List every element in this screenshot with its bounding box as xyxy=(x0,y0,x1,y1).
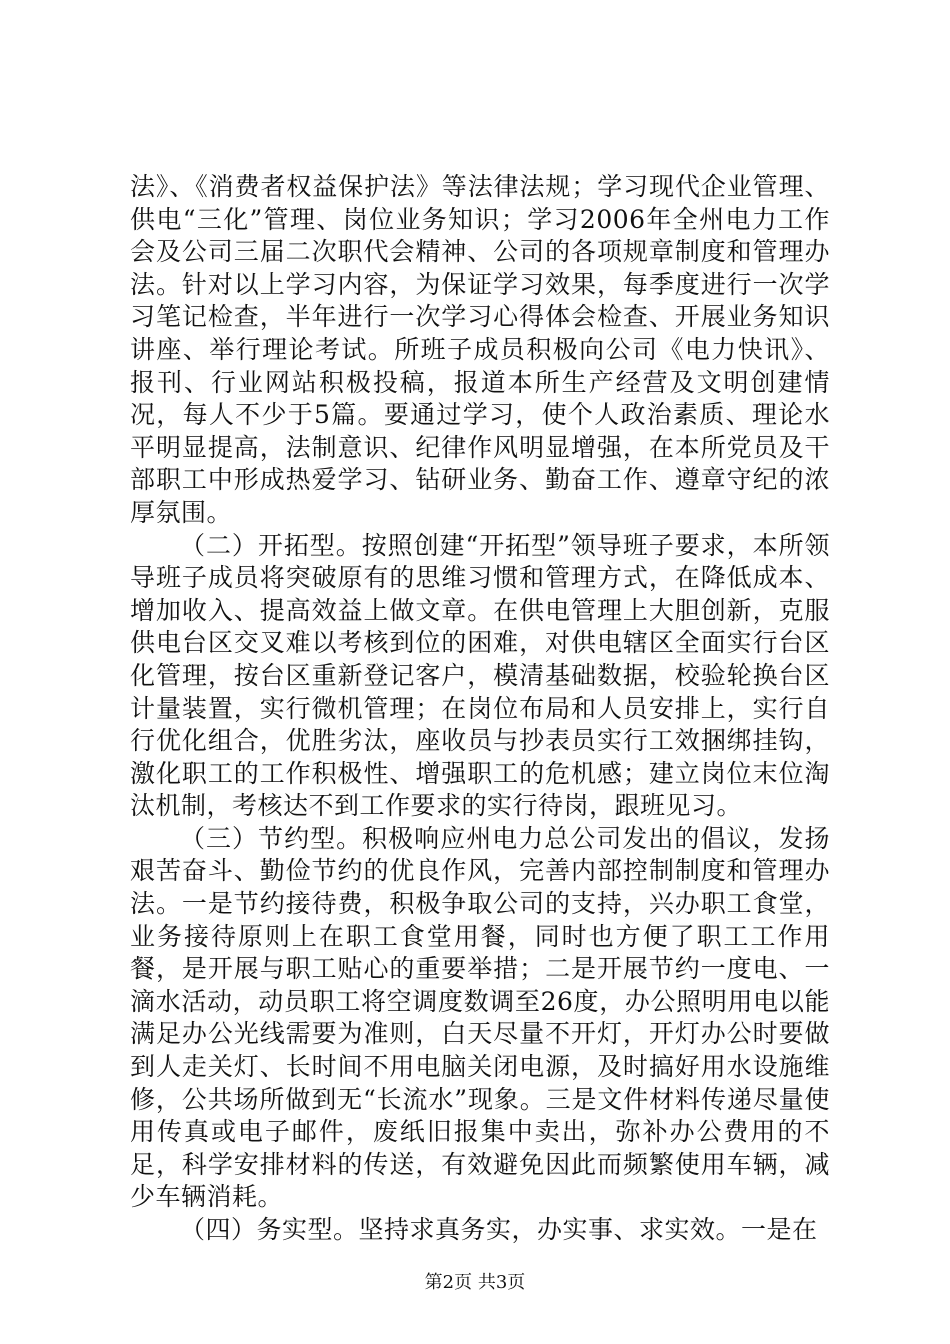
paragraph-pioneering: （二）开拓型。按照创建“开拓型”领导班子要求，本所领导班子成员将突破原有的思维习惯和管理方式，在降低成本、增加收入、提高效益上做文章。在供电管理上大胆创新，克服供电台区交叉难以考核到位的困难，对供电辖区全面实行台区化管理，按台区重新登记客户，模清基础数据，校验轮换台区计量装置，实行微机管理；在岗位布局和人员安排上，实行自行优化组合，优胜劣汰，座收员与抄表员实行工效捆绑挂钩，激化职工的工作积极性、增强职工的危机感；建立岗位末位淘汰机制，考核达不到工作要求的实行待岗，跟班见习。 xyxy=(130,530,830,821)
paragraph-study-continued: 法》、《消费者权益保护法》等法律法规；学习现代企业管理、供电“三化”管理、岗位业务知识；学习2006年全州电力工作会及公司三届二次职代会精神、公司的各项规章制度和管理办法。针对以上学习内容，为保证学习效果，每季度进行一次学习笔记检查，半年进行一次学习心得体会检查、开展业务知识讲座、举行理论考试。所班子成员积极向公司《电力快讯》、报刊、行业网站积极投稿，报道本所生产经营及文明创建情况，每人不少于5篇。要通过学习，使个人政治素质、理论水平明显提高，法制意识、纪律作风明显增强，在本所党员及干部职工中形成热爱学习、钻研业务、勤奋工作、遵章守纪的浓厚氛围。 xyxy=(130,172,830,527)
paragraph-economical: （三）节约型。积极响应州电力总公司发出的倡议，发扬艰苦奋斗、勤俭节约的优良作风，完善内部控制制度和管理办法。一是节约接待费，积极争取公司的支持，兴办职工食堂，业务接待原则上在职工食堂用餐，同时也方便了职工工作用餐，是开展与职工贴心的重要举措；二是开展节约一度电、一滴水活动，动员职工将空调度数调至26度，办公照明用电以能满足办公光线需要为准则，白天尽量不开灯，开灯办公时要做到人走关灯、长时间不用电脑关闭电源，及时搞好用水设施维修，公共场所做到无“长流水”现象。三是文件材料传递尽量使用传真或电子邮件，废纸旧报集中卖出，弥补办公费用的不足，科学安排材料的传送，有效避免因此而频繁使用车辆，减少车辆消耗。 xyxy=(130,823,830,1212)
page-footer: 第2页 共3页 xyxy=(424,1272,526,1293)
paragraph-pragmatic: （四）务实型。坚持求真务实，办实事、求实效。一是在 xyxy=(180,1215,818,1244)
document-body xyxy=(130,171,830,1247)
